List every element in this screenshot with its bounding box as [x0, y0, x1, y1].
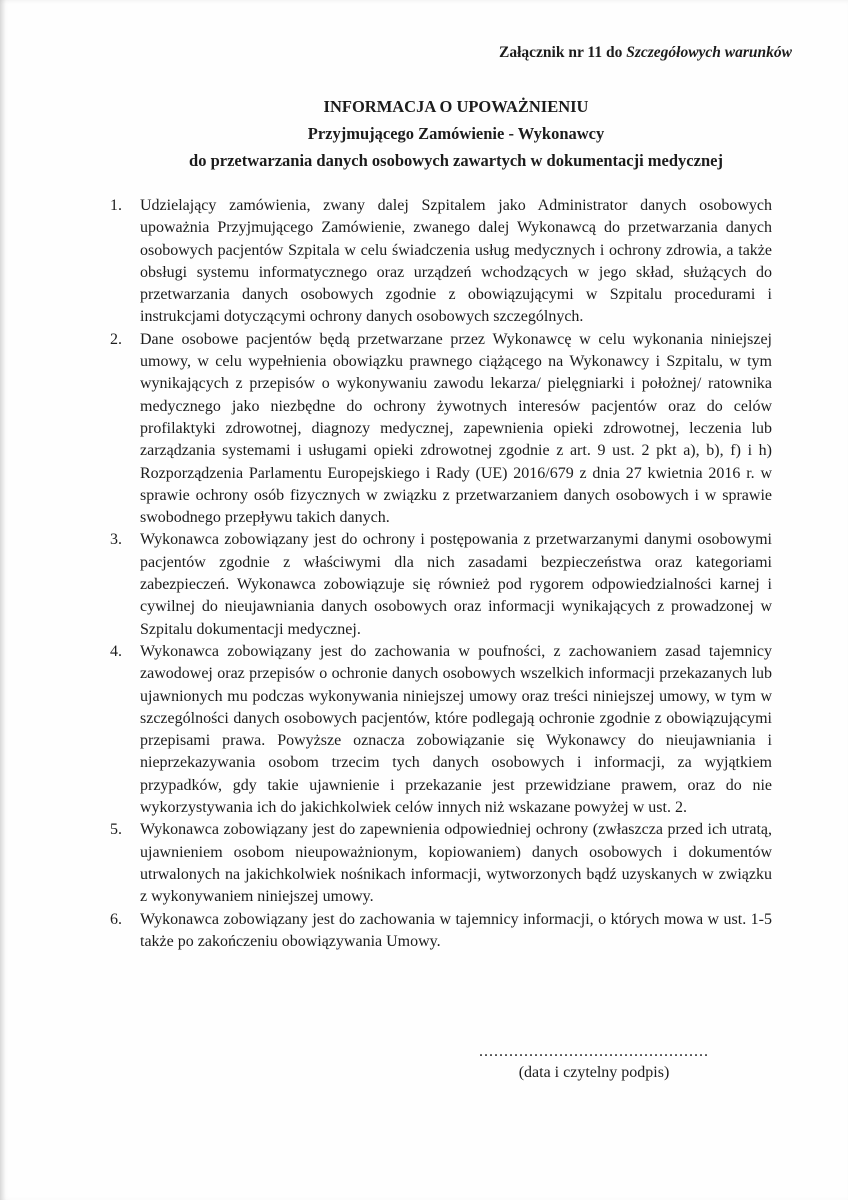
- clause-number: 2.: [110, 330, 122, 348]
- clause-item-6: [110, 909, 772, 954]
- clause-number: 5.: [110, 821, 122, 839]
- clause-text: Wykonawca zobowiązany jest do zapewnienia odpowiedniej ochrony (zwłaszcza przed ich utratą, ujawnieniem osobom nieupoważnionym, kopiowaniem) danych osobowych i dokumentów utrwalonych na jakichkolwiek nośnikach informacji, wytworzonych bądź uzyskanych w związku z wykonywaniem niniejszej umowy.: [140, 821, 772, 906]
- document-title-block: [140, 93, 772, 174]
- clause-number: 3.: [110, 531, 122, 549]
- attachment-header-prefix: Załącznik nr 11 do: [499, 44, 627, 61]
- signature-caption: (data i czytelny podpis): [518, 1064, 670, 1081]
- clause-number: 1.: [110, 197, 122, 214]
- document-title-line-1: INFORMACJA O UPOWAŻNIENIU: [323, 97, 589, 116]
- clause-item-5: [110, 819, 772, 908]
- clause-item-1: [110, 195, 772, 329]
- clause-text: Wykonawca zobowiązany jest do zachowania w poufności, z zachowaniem zasad tajemnicy zawodowej oraz przepisów o ochronie danych osobowych wszelkich informacji przekazanych lub ujawnionych mu podczas wykonywania niniejszej umowy oraz treści niniejszej umowy, w tym w szczególności danych osobowych pacjentów, które podlegają ochronie zgodnie z obowiązującymi przepisami prawa. Powyższe oznacza zobowiązanie się Wykonawcy do nieujawniania i nieprzekazywania osobom trzecim tych danych osobowych i informacji, za wyjątkiem przypadków, gdy takie ujawnienie i przekazanie jest przewidziane prawem, oraz do nie wykorzystywania ich do jakichkolwiek celów innych niż wskazane powyżej w ust. 2.: [140, 642, 772, 817]
- clause-text: Wykonawca zobowiązany jest do ochrony i postępowania z przetwarzanymi danymi osobowymi pacjentów zgodnie z właściwymi dla nich zasadami bezpieczeństwa oraz kategoriami zabezpieczeń. Wykonawca zobowiązuje się również pod rygorem odpowiedzialności karnej i cywilnej do nieujawniania danych osobowych oraz informacji wynikających z prowadzonej w Szpitalu dokumentacji medycznej.: [140, 531, 772, 638]
- clause-text: Dane osobowe pacjentów będą przetwarzane przez Wykonawcę w celu wykonania niniejszej umowy, w celu wypełnienia obowiązku prawnego ciążącego na Wykonawcy i Szpitalu, w tym wynikających z przepisów o wykonywaniu zawodu lekarza/ pielęgniarki i położnej/ ratownika medycznego jako niezbędne do ochrony żywotnych interesów pacjentów oraz do celów profilaktyki zdrowotnej, diagnozy medycznej, zapewnienia opieki zdrowotnej, leczenia lub zarządzania systemami i usługami opieki zdrowotnej zgodnie z art. 9 ust. 2 pkt a), b), f) i h) Rozporządzenia Parlamentu Europejskiego i Rady (UE) 2016/679 z dnia 27 kwietnia 2016 r. w sprawie ochrony osób fizycznych w związku z przetwarzaniem danych osobowych i w sprawie swobodnego przepływu takich danych.: [140, 330, 772, 527]
- clause-item-3: [110, 529, 772, 640]
- signature-line: ..............................................: [479, 1043, 709, 1060]
- signature-block: [477, 1041, 711, 1083]
- clause-text: Udzielający zamówienia, zwany dalej Szpitalem jako Administrator danych osobowych upoważnia Przyjmującego Zamówienie, zwanego dalej Wykonawcą do przetwarzania danych osobowych pacjentów Szpitala w celu świadczenia usług medycznych i ochrony zdrowia, a także obsługi systemu informatycznego oraz urządzeń wchodzących w jego skład, służących do przetwarzania danych osobowych zgodnie z obowiązującymi w Szpitalu procedurami i instrukcjami dotyczącymi ochrony danych osobowych szczególnych.: [140, 197, 772, 326]
- clause-text: Wykonawca zobowiązany jest do zachowania w tajemnicy informacji, o których mowa w ust. 1-5 także po zakończeniu obowiązywania Umowy.: [140, 910, 772, 950]
- clause-number: 6.: [110, 910, 122, 928]
- document-title-line-3: do przetwarzania danych osobowych zawartych w dokumentacji medycznej: [189, 151, 723, 170]
- clause-number: 4.: [110, 642, 122, 660]
- attachment-header-reference-title: Szczegółowych warunków: [626, 44, 792, 61]
- document-title-line-2: Przyjmującego Zamówienie - Wykonawcy: [307, 124, 605, 143]
- clause-item-4: [110, 641, 772, 819]
- clause-item-2: [110, 329, 772, 530]
- scan-edge-shadow: [0, 0, 6, 1200]
- attachment-header: [499, 44, 792, 62]
- clause-list: [110, 195, 772, 953]
